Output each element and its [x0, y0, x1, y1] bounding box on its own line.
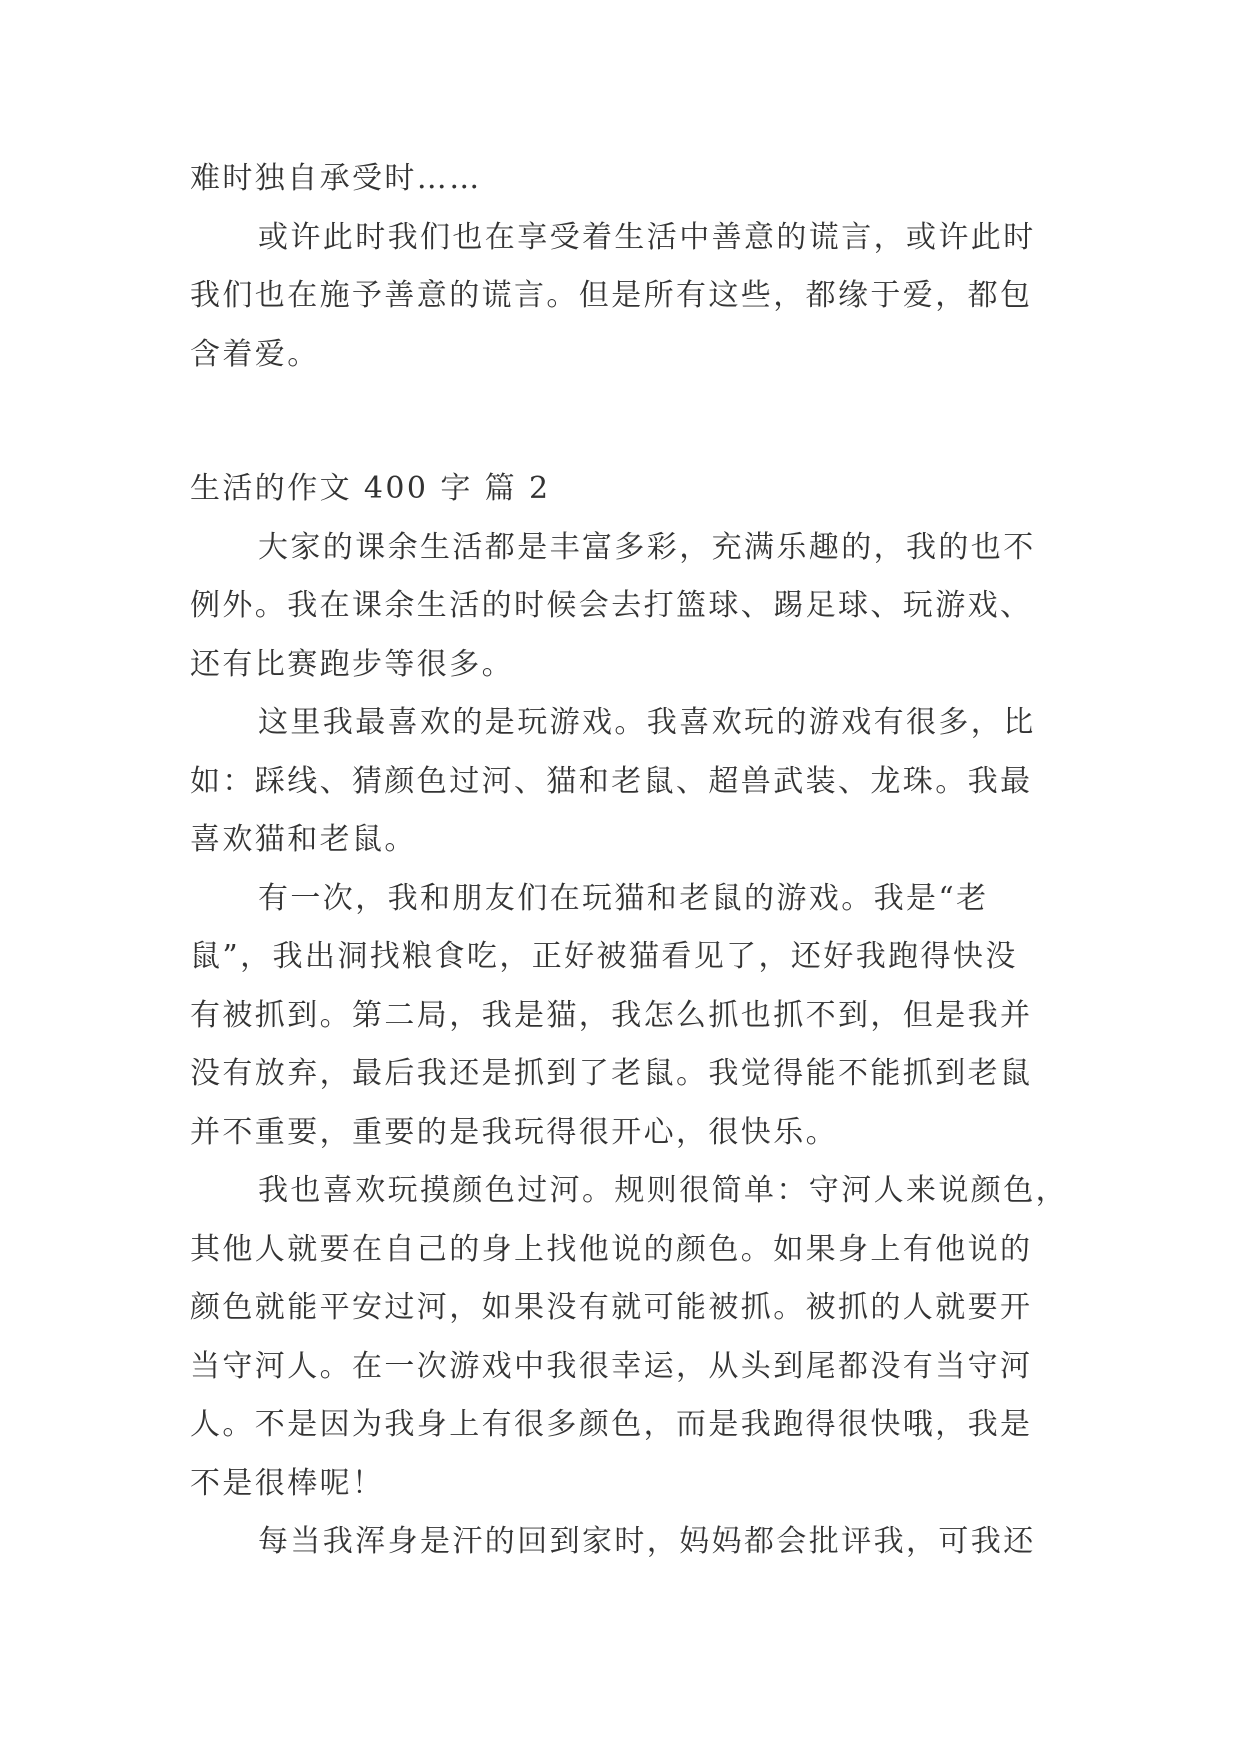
paragraph-line: 我们也在施予善意的谎言。但是所有这些，都缘于爱，都包 — [190, 278, 1033, 313]
paragraph-line: 有一次，我和朋友们在玩猫和老鼠的游戏。我是“老 — [258, 880, 989, 916]
paragraph-line: 鼠”，我出洞找粮食吃，正好被猫看见了，还好我跑得快没 — [190, 939, 1018, 974]
paragraph-line: 或许此时我们也在享受着生活中善意的谎言，或许此时 — [258, 219, 1036, 255]
paragraph-continuation-line: 难时独自承受时…… — [190, 161, 482, 196]
paragraph-line: 喜欢猫和老鼠。 — [190, 822, 417, 857]
paragraph-line: 有被抓到。第二局，我是猫，我怎么抓也抓不到，但是我并 — [190, 997, 1033, 1033]
paragraph-line: 含着爱。 — [190, 336, 320, 372]
paragraph-line: 大家的课余生活都是丰富多彩，充满乐趣的，我的也不 — [258, 529, 1036, 565]
paragraph-line: 颜色就能平安过河，如果没有就可能被抓。被抓的人就要开 — [190, 1290, 1033, 1325]
document-body — [190, 150, 1068, 1572]
paragraph-line: 还有比赛跑步等很多。 — [190, 646, 514, 682]
section-gap — [190, 384, 1050, 460]
paragraph-line: 这里我最喜欢的是玩游戏。我喜欢玩的游戏有很多，比 — [258, 705, 1036, 740]
paragraph-line: 不是很棒呢！ — [190, 1465, 385, 1501]
paragraph-line: 我也喜欢玩摸颜色过河。规则很简单：守河人来说颜色， — [258, 1173, 1068, 1208]
paragraph-line: 没有放弃，最后我还是抓到了老鼠。我觉得能不能抓到老鼠 — [190, 1056, 1033, 1091]
paragraph-line: 如：踩线、猜颜色过河、猫和老鼠、超兽武装、龙珠。我最 — [190, 763, 1033, 799]
paragraph-line: 例外。我在课余生活的时候会去打篮球、踢足球、玩游戏、 — [190, 588, 1033, 623]
paragraph-line: 并不重要，重要的是我玩得很开心，很快乐。 — [190, 1114, 838, 1150]
paragraph-line: 每当我浑身是汗的回到家时，妈妈都会批评我，可我还 — [258, 1524, 1036, 1559]
section-heading: 生活的作文 400 字 篇 2 — [190, 471, 551, 506]
paragraph-line: 当守河人。在一次游戏中我很幸运，从头到尾都没有当守河 — [190, 1348, 1033, 1384]
paragraph-line: 其他人就要在自己的身上找他说的颜色。如果身上有他说的 — [190, 1231, 1033, 1267]
paragraph-line: 人。不是因为我身上有很多颜色，而是我跑得很快哦，我是 — [190, 1407, 1033, 1442]
